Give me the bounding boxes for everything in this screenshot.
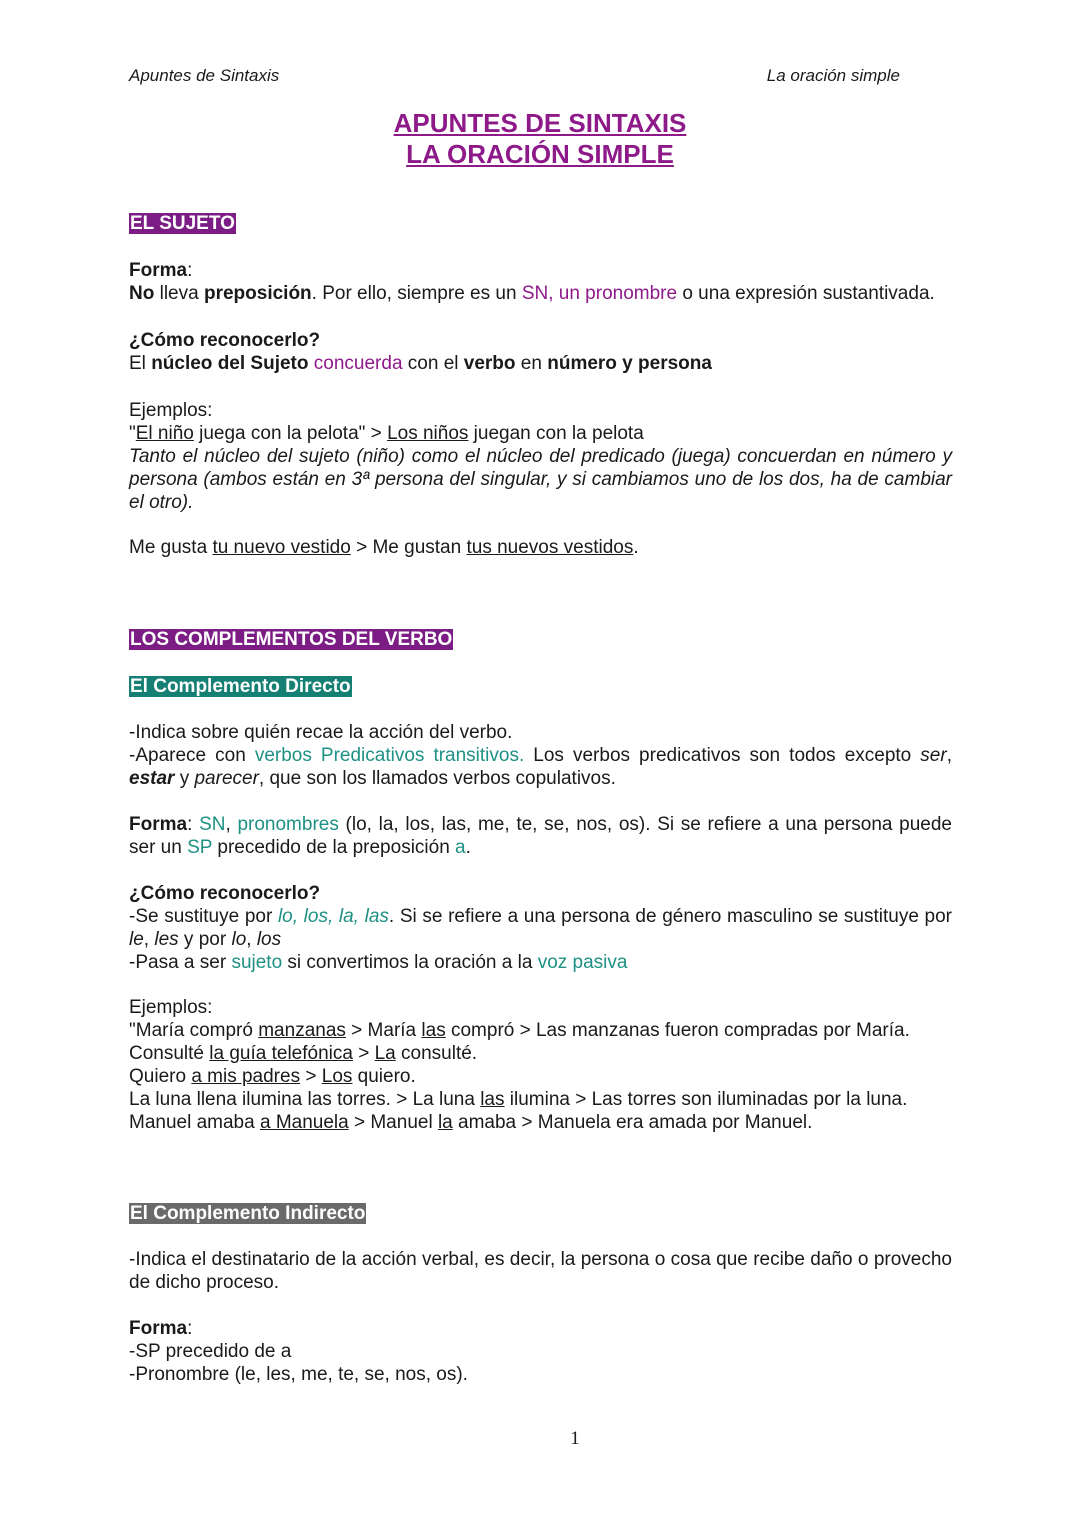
text-run: . [465,837,471,858]
text-run: precedido de la preposición [212,837,456,858]
text-run: consulté. [395,1043,478,1064]
cd-forma [129,813,952,859]
text-run: les [154,929,179,950]
text-run: El [129,353,152,374]
text-run: amaba > Manuela era amada por Manuel. [452,1112,813,1133]
subsection-heading-ci: El Complemento Indirecto [130,1203,366,1224]
text-run: la guía telefónica [209,1043,353,1064]
text-run: -Pasa a ser [129,952,232,973]
text-run: -Pronombre (le, les, me, te, se, nos, os). [129,1364,468,1385]
text-run: . Si se refiere a una persona de género masculino se sustituye por [388,906,953,927]
text-run: ser [920,745,947,766]
text-run: , [246,929,257,950]
text-run: los [256,929,282,950]
text-run: parecer [194,768,259,789]
text-run: Me gusta [129,537,213,558]
section-heading-complementos: LOS COMPLEMENTOS DEL VERBO [130,629,453,650]
text-run: : [187,814,200,835]
text-run: Los [321,1066,353,1087]
text-run: ilumina > Las torres son iluminadas por la luna. [504,1089,908,1110]
text-run: juegan con la pelota [468,423,644,444]
text-run: , [946,745,952,766]
text-run: No [129,283,155,304]
forma-label: Forma [129,260,188,281]
text-run: en [515,353,548,374]
ci-heading-block [129,1202,952,1225]
text-run: si convertimos la oración a la [282,952,538,973]
ejemplos-label: Ejemplos: [129,400,213,421]
cd-reconocer [129,882,952,974]
text-run: Manuel amaba [129,1112,260,1133]
text-run: -Indica el destinatario de la acción verbal, es decir, la persona o cosa que recibe daño o provecho de dicho proceso. [129,1249,952,1293]
forma-label: Forma [129,1318,188,1339]
ci-description [129,1248,952,1294]
text-run: -Se sustituye por [129,906,278,927]
text-run: , [143,929,155,950]
text-run: Los niños [387,423,469,444]
text-run: lo, los, la, las [277,906,389,927]
text-run: estar [129,768,175,789]
text-run: o una expresión sustantivada. [677,283,935,304]
example-explanation: Tanto el núcleo del sujeto (niño) como el núcleo del predicado (juega) concuerdan en número y persona (ambos están en 3ª persona del singular, y si cambiamos uno de los dos, ha de cambiar el otro). [129,446,952,513]
subsection-heading-cd: El Complemento Directo [130,676,351,697]
cd-ejemplos [129,996,952,1134]
text-run: quiero. [352,1066,416,1087]
text-run: SN [199,814,226,835]
text-run: > [300,1066,322,1087]
reconocer-label: ¿Cómo reconocerlo? [129,883,321,904]
text-run: y [174,768,195,789]
text-run: manzanas [258,1020,346,1041]
text-run: preposición [203,283,312,304]
reconocer-label: ¿Cómo reconocerlo? [129,330,321,351]
text-run: concuerda [313,353,403,374]
sujeto-reconocer [129,329,952,375]
header-right: La oración simple [766,66,900,85]
sujeto-ejemplos [129,399,952,514]
text-run: compró > Las manzanas fueron compradas por María. [445,1020,910,1041]
text-run: y por [178,929,232,950]
text-run: lo [231,929,247,950]
title-line-2: LA ORACIÓN SIMPLE [406,139,674,169]
ci-forma [129,1317,952,1386]
text-run: núcleo del Sujeto [151,353,309,374]
text-run: El niño [135,423,194,444]
complementos-heading-block [129,628,952,651]
sujeto-ejemplo-2 [129,536,952,559]
text-run: le [129,929,144,950]
text-run: "María compró [129,1020,259,1041]
page-number: 1 [570,1428,580,1449]
title-line-1: APUNTES DE SINTAXIS [393,108,687,138]
text-run: > [352,1043,375,1064]
header-left: Apuntes de Sintaxis [129,66,280,85]
sujeto-forma: Forma: No lleva preposición. Por ello, siempre es un SN, un pronombre o una expresión sustantivada. [129,260,935,304]
text-run: " [129,423,136,444]
text-run: . [633,537,639,558]
ejemplos-label: Ejemplos: [129,997,213,1018]
text-run: La luna llena ilumina las torres. > La luna [129,1089,481,1110]
text-run: , [225,814,238,835]
text-run: -Indica sobre quién recae la acción del verbo. [129,722,513,743]
text-run: verbos Predicativos transitivos. [254,745,525,766]
text-run: Los verbos predicativos son todos excepto [524,745,921,766]
text-run: SN, un pronombre [521,283,678,304]
text-run: -Aparece con [129,745,255,766]
cd-description [129,721,952,790]
text-run: lleva [154,283,204,304]
text-run: tu nuevo vestido [212,537,351,558]
sujeto-heading-block [129,212,952,235]
text-run: . Por ello, siempre es un [311,283,522,304]
text-run: las [421,1020,446,1041]
text-run: tus nuevos vestidos [466,537,634,558]
text-run: > María [345,1020,422,1041]
text-run: a Manuela [259,1112,349,1133]
text-run: a mis padres [191,1066,301,1087]
document-title [0,108,1080,170]
text-run: Quiero [129,1066,192,1087]
text-run: Consulté [129,1043,210,1064]
text-run: a [455,837,466,858]
text-run: con el [402,353,464,374]
text-run: La [374,1043,396,1064]
text-run: (lo, la, los, las, me, te, se, nos, os). Si se refiere a una persona puede ser un [129,814,952,858]
text-run: las [480,1089,505,1110]
text-run: : [187,1318,193,1339]
text-run: la [437,1112,453,1133]
text-run: -SP precedido de a [129,1341,292,1362]
text-run: sujeto [231,952,283,973]
cd-heading-block [129,675,952,698]
text-run: número y persona [547,353,712,374]
text-run: pronombres [237,814,339,835]
text-run: , que son los llamados verbos copulativos. [258,768,616,789]
text-run: > Me gustan [350,537,467,558]
text-run: juega con la pelota" > [193,423,388,444]
text-run: > Manuel [348,1112,438,1133]
text-run: SP [187,837,213,858]
text-run: voz pasiva [537,952,628,973]
section-heading-sujeto: EL SUJETO [130,213,235,234]
forma-label: Forma [129,814,188,835]
text-run: verbo [463,353,516,374]
